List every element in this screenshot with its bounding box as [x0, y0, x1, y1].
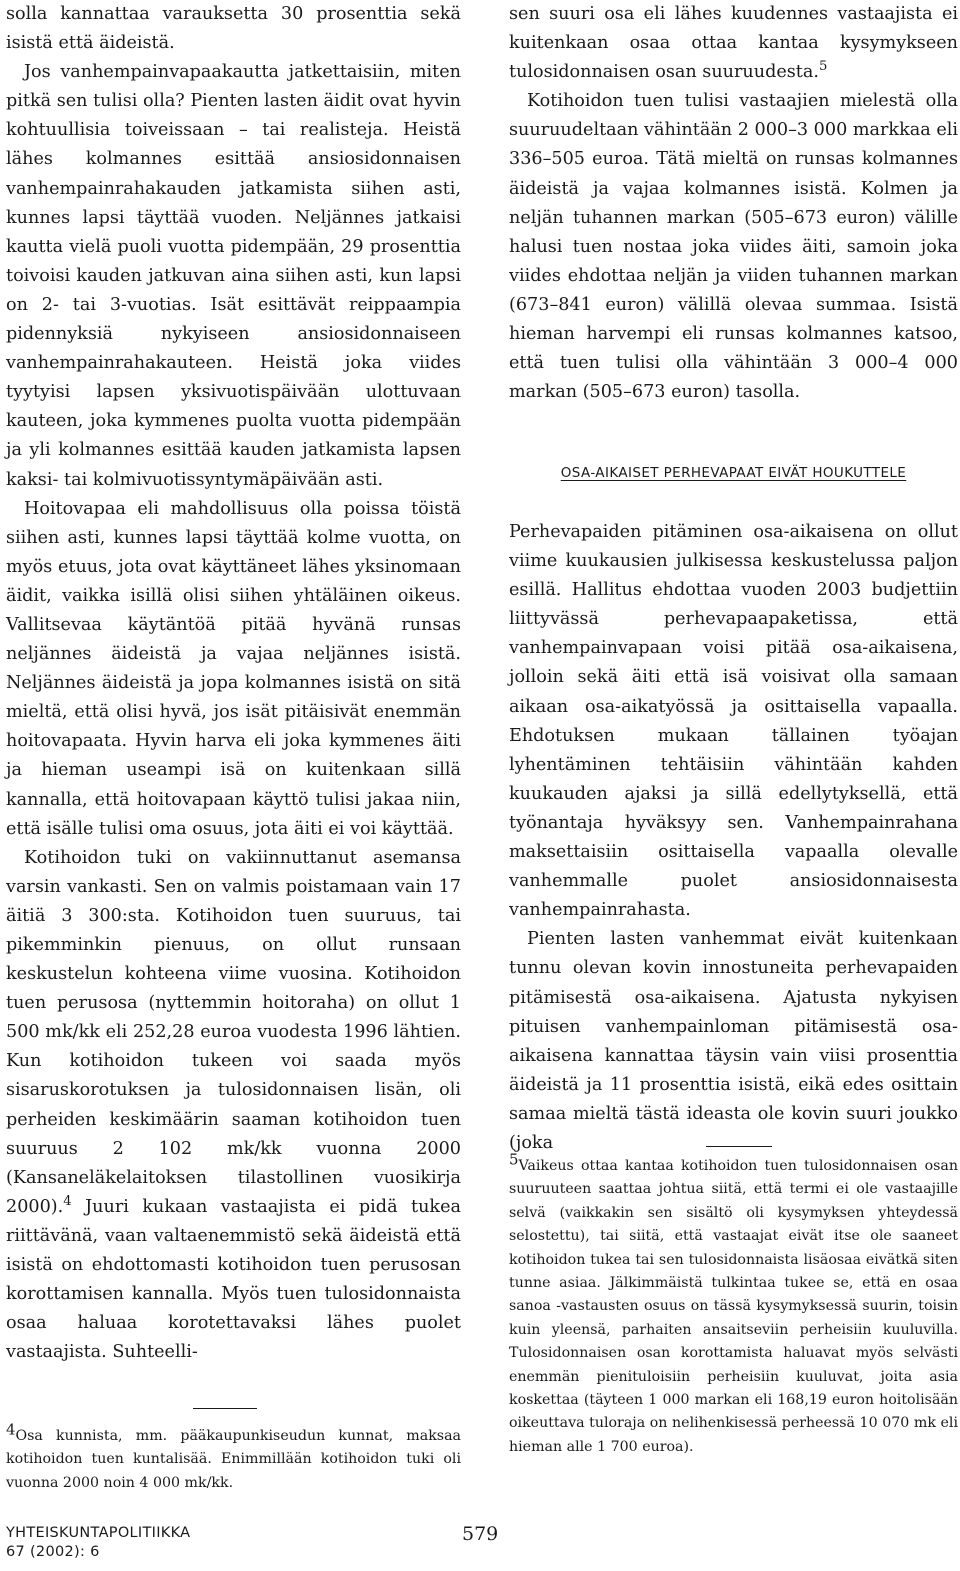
footnote-number: 4 [6, 1420, 16, 1439]
journal-name: YHTEISKUNTAPOLITIIKKA [6, 1525, 191, 1541]
paragraph: Pienten lasten vanhemmat eivät kuitenkaan tunnu olevan kovin innostuneita perhevapaiden pitämisestä osa-aikaisena. Ajatusta nykyisen pituisen vanhempainloman pitämisestä osa-aikaisena kannattaa täysin vain viisi prosenttia äideistä ja 11 prosenttia isistä, eikä edes osittain samaa mieltä tästä ideasta ole kovin suuri joukko (joka [509, 929, 958, 1153]
right-footnotes [509, 1150, 958, 1459]
footnote-5 [509, 1150, 958, 1459]
paragraph-continued [509, 0, 958, 87]
footnote-reference-4[interactable]: 4 [63, 1193, 72, 1209]
section-heading-block [509, 465, 958, 481]
left-footnotes [6, 1420, 461, 1495]
right-column-top [509, 0, 958, 407]
paragraph-text: Kotihoidon tuki on vakiinnuttanut asemansa varsin vankasti. Sen on valmis poistamaan vain 17 äitiä 3 300:sta. Kotihoidon tuen suuruus, tai pikemminkin pienuus, on ollut runsaan keskustelun kohteena viime vuosina. Kotihoidon tuen perusosa (nyttemmin hoitoraha) on ollut 1 500 mk/kk eli 252,28 euroa vuodesta 1996 lähtien. Kun kotihoidon tukeen voi saada myös sisaruskorotuksen ja tulosidonnaisen lisän, oli perheiden keskimäärin saaman kotihoidon tuen suuruus 2 102 mk/kk vuonna 2000 (Kansaneläkelaitoksen tilastollinen vuosikirja 2000). [6, 847, 461, 1217]
journal-footer [6, 1524, 190, 1562]
footnote-reference-5[interactable]: 5 [818, 59, 828, 75]
paragraph: Kotihoidon tuen tulisi vastaajien mielestä olla suuruudeltaan vähintään 2 000–3 000 markkaa eli 336–505 euroa. Tätä mieltä on runsas kolmannes äideistä ja vajaa kolmannes isistä. Kolmen ja neljän tuhannen markan (505–673 euron) välille halusi tuen nostaa joka viides äiti, samoin joka viides ehdottaa neljän ja viiden tuhannen markan (673–841 euron) välillä olevaa summaa. Isistä hieman harvempi eli runsas kolmannes katsoo, että tuen tulisi olla vähintään 3 000–4 000 markan (505–673 euron) tasolla. [509, 91, 958, 403]
footnote-4 [6, 1420, 461, 1495]
footnote-text: Osa kunnista, mm. pääkaupunkiseudun kunnat, maksaa kotihoidon tuen kuntalisää. Enimmillään kotihoidon tuki oli vuonna 2000 noin 4 000 mk/kk. [6, 1428, 461, 1491]
page-number: 579 [462, 1523, 499, 1545]
paragraph [6, 844, 461, 1368]
paragraph-continued: solla kannattaa varauksetta 30 prosenttia sekä isistä että äideistä. [6, 4, 461, 54]
left-column [6, 0, 461, 1367]
paragraph-text: sen suuri osa eli lähes kuudennes vastaajista ei kuitenkaan osaa ottaa kantaa kysymykseen tulosidonnaisen osan suuruudesta. [509, 4, 958, 83]
section-heading: OSA-AIKAISET PERHEVAPAAT EIVÄT HOUKUTTELE [560, 465, 907, 481]
footnote-number: 5 [509, 1150, 519, 1169]
paragraph: Hoitovapaa eli mahdollisuus olla poissa töistä siihen asti, kunnes lapsi täyttää kolme vuotta, on myös etuus, jota ovat käyttäneet lähes yksinomaan äidit, vaikka isillä olisi siihen yhtäläinen oikeus. Vallitsevaa käytäntöä pitää hyvänä runsas neljännes äideistä ja vajaa neljännes isistä. Neljännes äideistä ja jopa kolmannes isistä on sitä mieltä, että olisi hyvä, jos isät pitäisivät enemmän hoitovapaata. Hyvin harva eli joka kymmenes äiti ja hieman useampi isä on kuitenkaan sillä kannalla, että hoitovapaan käyttö tulisi jakaa niin, että isälle tulisi oma osuus, jota äiti ei voi käyttää. [6, 498, 461, 839]
paragraph: Perhevapaiden pitäminen osa-aikaisena on ollut viime kuukausien julkisessa keskustelussa paljon esillä. Hallitus ehdottaa vuoden 2003 budjettiin liittyvässä perhevapaapaketissa, että vanhempainvapaan voisi pitää osa-aikaisena, jolloin sekä äiti että isä voisivat olla samaan aikaan osa-aikatyössä ja osittaisella vapaalla. Ehdotuksen mukaan tällainen työajan lyhentäminen tehtäisiin vähintään kahden kuukauden ajaksi ja sillä edellytyksellä, että työnantaja hyväksyy sen. Vanhempainrahana maksettaisiin osittaisella vapaalla olevalle vanhemmalle puolet ansiosidonnaisesta vanhempainrahasta. [509, 522, 958, 921]
footnote-divider [193, 1408, 257, 1409]
footnote-text: Vaikeus ottaa kantaa kotihoidon tuen tulosidonnaisen osan suuruuteen saattaa johtua siitä, että termi ei ole vastaajille selvä (vaikkakin sen sisältö oli kysymyksen yhteydessä selostettu), tai siitä, että vastaajat eivät itse ole saaneet kotihoidon tukea tai sen tulosidonnaista lisäosaa eivätkä siten tunne asiaa. Jälkimmäistä tulkintaa tukee se, että en osaa sanoa -vastausten osuus on tässä kysymyksessä suurin, toisin kuin yleensä, parhaiten ansaitseviin perheisiin kuuluvilla. Tulosidonnaisen osan korottamista haluavat myös selvästi enemmän pienituloisiin perheisiin kuuluvat, joita asia koskettaa (täyteen 1 000 markan eli 168,19 euron hoitolisään oikeuttava tuloraja on nelihenkisessä perheessä 10 070 mk eli hieman alle 1 700 euroa). [509, 1158, 958, 1455]
journal-volume-issue: 67 (2002): 6 [6, 1544, 100, 1560]
right-column-bottom [509, 518, 958, 1158]
paragraph-text: Juuri kukaan vastaajista ei pidä tukea riittävänä, vaan valtaenemmistö sekä äideistä että isistä on ehdottomasti kotihoidon tuen perusosan korottamisen kannalla. Myös tuen tulosidonnaista osaa haluaa korotettavaksi lähes puolet vastaajista. Suhteelli- [6, 1196, 461, 1363]
paragraph: Jos vanhempainvapaakautta jatkettaisiin, miten pitkä sen tulisi olla? Pienten lasten äidit ovat hyvin kohtuullisia toiveissaan – tai realisteja. Heistä lähes kolmannes esittää ansiosidonnaisen vanhempainrahakauden jatkamista siihen asti, kunnes lapsi täyttää vuoden. Neljännes jatkaisi kautta vielä puoli vuotta pidempään, 29 prosenttia toivoisi kauden jatkuvan aina siihen asti, kun lapsi on 2- tai 3-vuotias. Isät esittävät reippaampia pidennyksiä nykyiseen ansiosidonnaiseen vanhempainrahakauteen. Heistä joka viides tyytyisi lapsen yksivuotispäivään ulottuvaan kauteen, joka kymmenes puolta vuotta pidempään ja yli kolmannes esittää kauden jatkamista lapsen kaksi- tai kolmivuotissyntymäpäivään asti. [6, 62, 462, 490]
footnote-divider [706, 1146, 772, 1147]
